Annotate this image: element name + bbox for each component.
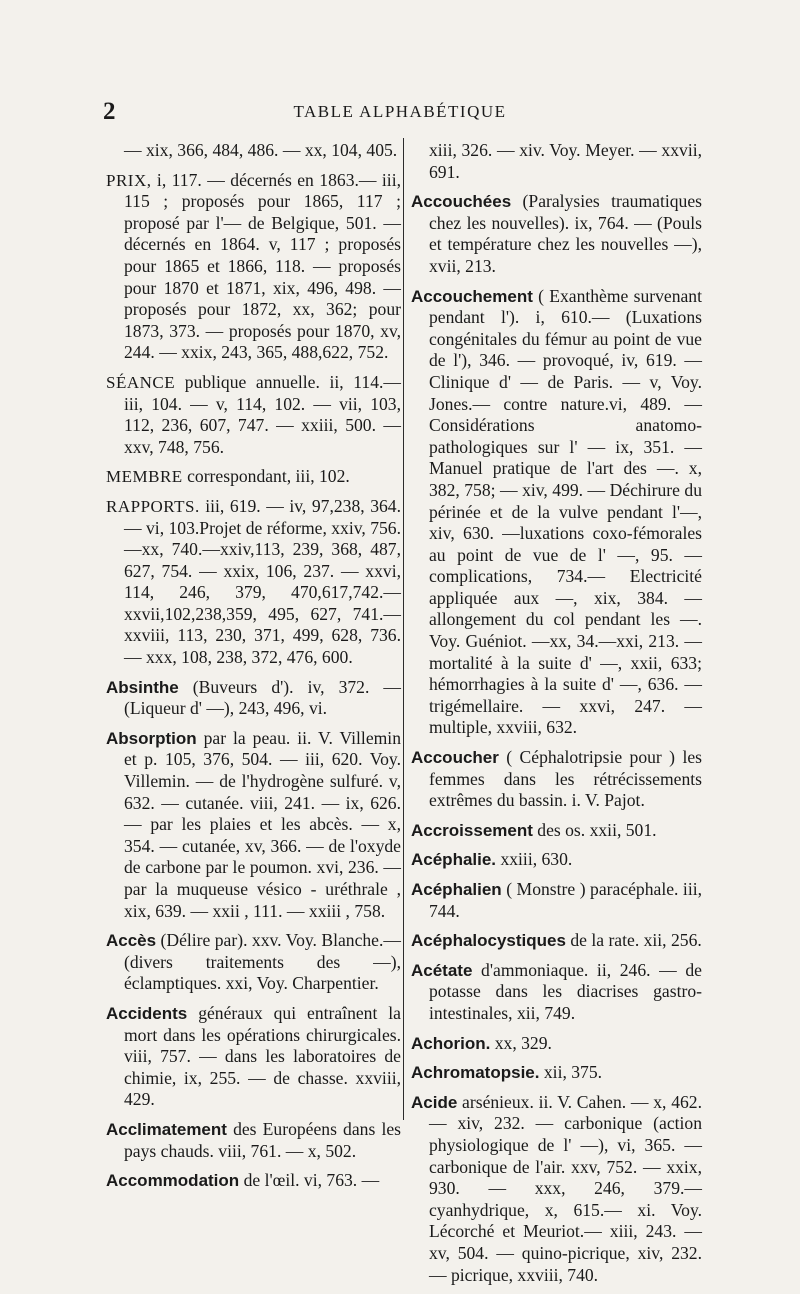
entry-headword: Acclimatement <box>106 1119 227 1139</box>
entry-text: publique annuelle. ii, 114.— iii, 104. — v, 114, 102. — vii, 103, 112, 236, 607, 747. — xxiii, 500. — xxv, 748, 756. <box>124 371 401 457</box>
index-entry <box>411 960 702 1025</box>
running-title: TABLE ALPHABÉTIQUE <box>293 102 507 121</box>
index-entry <box>411 930 702 952</box>
entry-headword: Acétate <box>411 960 473 980</box>
left-column <box>106 140 401 1200</box>
entry-text: d'ammoniaque. ii, 246. — de potasse dans les diacrises gastro-intestinales, xii, 749. <box>429 959 702 1023</box>
entry-text: ( Exanthème survenant pendant l'). i, 610.— (Luxations congénitales du fémur au point de vue de l'), 346. — provoqué, iv, 619. — Clinique d' — de Paris. — v, Voy. Jones.— contre nature.vi, 489. — Considérations anatomo-pathologiques sur l' — ix, 351. — Manuel pratique de l'art des —. x, 382, 758; — xiv, 499. — Déchirure du périnée et de la vulve pendant l'—, xiv, 630. —luxations coxo-fémorales au point de vue de l' —, 95. — complications, 734.— Electricité appliquée aux —, xix, 384. — allongement du col pendant les —. Voy. Guéniot. —xx, 34.—xxi, 213. — mortalité à la suite d' —, xxii, 633; hémorrhagies à la suite d' —, 636. — trigémellaire. — xxvi, 247. — multiple, xxviii, 632. <box>429 285 702 738</box>
entry-headword: Absinthe <box>106 677 179 697</box>
index-entry <box>411 286 702 739</box>
entry-text: xiii, 326. — xiv. Voy. Meyer. — xxvii, 691. <box>429 140 702 182</box>
index-entry <box>106 930 401 995</box>
entry-headword: Acéphalocystiques <box>411 931 566 951</box>
index-entry <box>106 728 401 922</box>
entry-text: (Paralysies traumatiques chez les nouvelles). ix, 764. — (Pouls et température chez les nouvelles —), xvii, 213. <box>429 191 702 276</box>
entry-headword: Accouchées <box>411 192 512 212</box>
index-entry <box>106 496 401 669</box>
entry-text: correspondant, iii, 102. <box>182 466 350 487</box>
column-divider <box>403 138 404 1120</box>
index-entry <box>106 1003 401 1111</box>
index-entry <box>411 1092 702 1286</box>
index-entry <box>411 140 702 183</box>
entry-text: iii, 619. — iv, 97,238, 364. — vi, 103.Projet de réforme, xxiv, 756.—xx, 740.—xxiv,113, 239, 368, 487, 627, 754. — xxix, 106, 237. — xxvi, 114, 246, 379, 470,617,742.—xxvii,102,238,359, 495, 627, 741.— xxviii, 113, 230, 371, 499, 628, 736. — xxx, 108, 238, 372, 476, 600. <box>124 495 401 668</box>
entry-text: xxiii, 630. <box>496 849 573 870</box>
entry-headword: Accoucher <box>411 748 499 768</box>
entry-text: généraux qui entraînent la mort dans les opérations chirurgicales. viii, 757. — dans les laboratoires de chimie, ix, 255. — de chasse. xxviii, 429. <box>124 1002 401 1110</box>
entry-headword: Accidents <box>106 1003 188 1023</box>
entry-text: i, 117. — décernés en 1863.— iii, 115 ; proposés pour 1865, 117 ; proposé par l'— de Belgique, 501. — décernés en 1864. v, 117 ; proposés pour 1865 et 1866, 118. — proposés pour 1870 et 1871, xix, 496, 498. — proposés pour 1872, xx, 362; pour 1873, 373. — proposés pour 1870, xv, 244. — xxix, 243, 365, 488,622, 752. <box>124 169 401 363</box>
page-header <box>0 98 800 128</box>
index-entry <box>106 466 401 488</box>
index-entry <box>106 170 401 364</box>
entry-text: (Buveurs d'). iv, 372. — (Liqueur d' —), 243, 496, vi. <box>124 676 401 719</box>
entry-headword: SÉANCE <box>106 372 176 392</box>
index-entry <box>106 1119 401 1162</box>
entry-headword: Accouchement <box>411 286 533 306</box>
entry-text: arsénieux. ii. V. Cahen. — x, 462. — xiv, 232. — carbonique (action physiologique de l' —), vi, 365. — carbonique de l'air. xxv, 752. — xxix, 930. — xxx, 246, 379.— cyanhydrique, x, 615.— xi. Voy. Lécorché et Meuriot.— xiii, 243. — xv, 504. — quino-picrique, xiv, 232. — picrique, xxviii, 740. <box>429 1091 702 1285</box>
entry-text: des Européens dans les pays chauds. viii, 761. — x, 502. <box>124 1118 401 1161</box>
entry-headword: Accroissement <box>411 820 533 840</box>
entry-headword: Acide <box>411 1092 458 1112</box>
index-entry <box>411 879 702 922</box>
entry-text: (Délire par). xxv. Voy. Blanche.— (divers traitements des —), éclamptiques. xxi, Voy. Charpentier. <box>124 930 401 994</box>
index-entry <box>106 140 401 162</box>
index-entry <box>106 372 401 458</box>
entry-text: des os. xxii, 501. <box>532 819 657 840</box>
index-entry <box>411 191 702 277</box>
index-entry <box>106 1170 401 1192</box>
entry-text: xii, 375. <box>539 1062 603 1083</box>
entry-text: par la peau. ii. V. Villemin et p. 105, 376, 504. — iii, 620. Voy. Villemin. — de l'hydrogène sulfuré. v, 632. — cutanée. viii, 241. — ix, 626. — par les plaies et les abcès. — x, 354. — cutanée, xv, 366. — de l'oxyde de carbone par le poumon. xvi, 236. — par la muqueuse vésico - uréthrale , xix, 639. — xxii , 111. — xxiii , 758. <box>124 727 401 921</box>
entry-text: ( Monstre ) paracéphale. iii, 744. <box>429 879 702 921</box>
index-entry <box>411 849 702 871</box>
entry-text: — xix, 366, 484, 486. — xx, 104, 405. <box>124 140 398 160</box>
entry-headword: PRIX, <box>106 170 152 190</box>
index-entry <box>411 1062 702 1084</box>
entry-text: de l'œil. vi, 763. — <box>239 1170 380 1191</box>
index-entry <box>411 820 702 842</box>
entry-text: xx, 329. <box>490 1032 552 1053</box>
right-column <box>411 140 702 1294</box>
entry-headword: RAPPORTS. <box>106 496 200 516</box>
entry-text: de la rate. xii, 256. <box>565 930 702 951</box>
entry-headword: Achorion. <box>411 1033 491 1053</box>
entry-headword: Acéphalien <box>411 880 502 899</box>
entry-headword: Absorption <box>106 728 197 748</box>
entry-headword: Accès <box>106 931 157 951</box>
entry-headword: Achromatopsie. <box>411 1063 540 1083</box>
entry-text: ( Céphalotripsie pour ) les femmes dans les rétrécissements extrêmes du bassin. i. V. Pajot. <box>429 747 702 811</box>
page-number: 2 <box>103 98 116 125</box>
index-entry <box>411 1033 702 1055</box>
entry-headword: Accommodation <box>106 1171 240 1191</box>
index-entry <box>411 747 702 812</box>
index-entry <box>106 677 401 720</box>
entry-headword: MEMBRE <box>106 467 183 487</box>
entry-headword: Acéphalie. <box>411 850 497 870</box>
